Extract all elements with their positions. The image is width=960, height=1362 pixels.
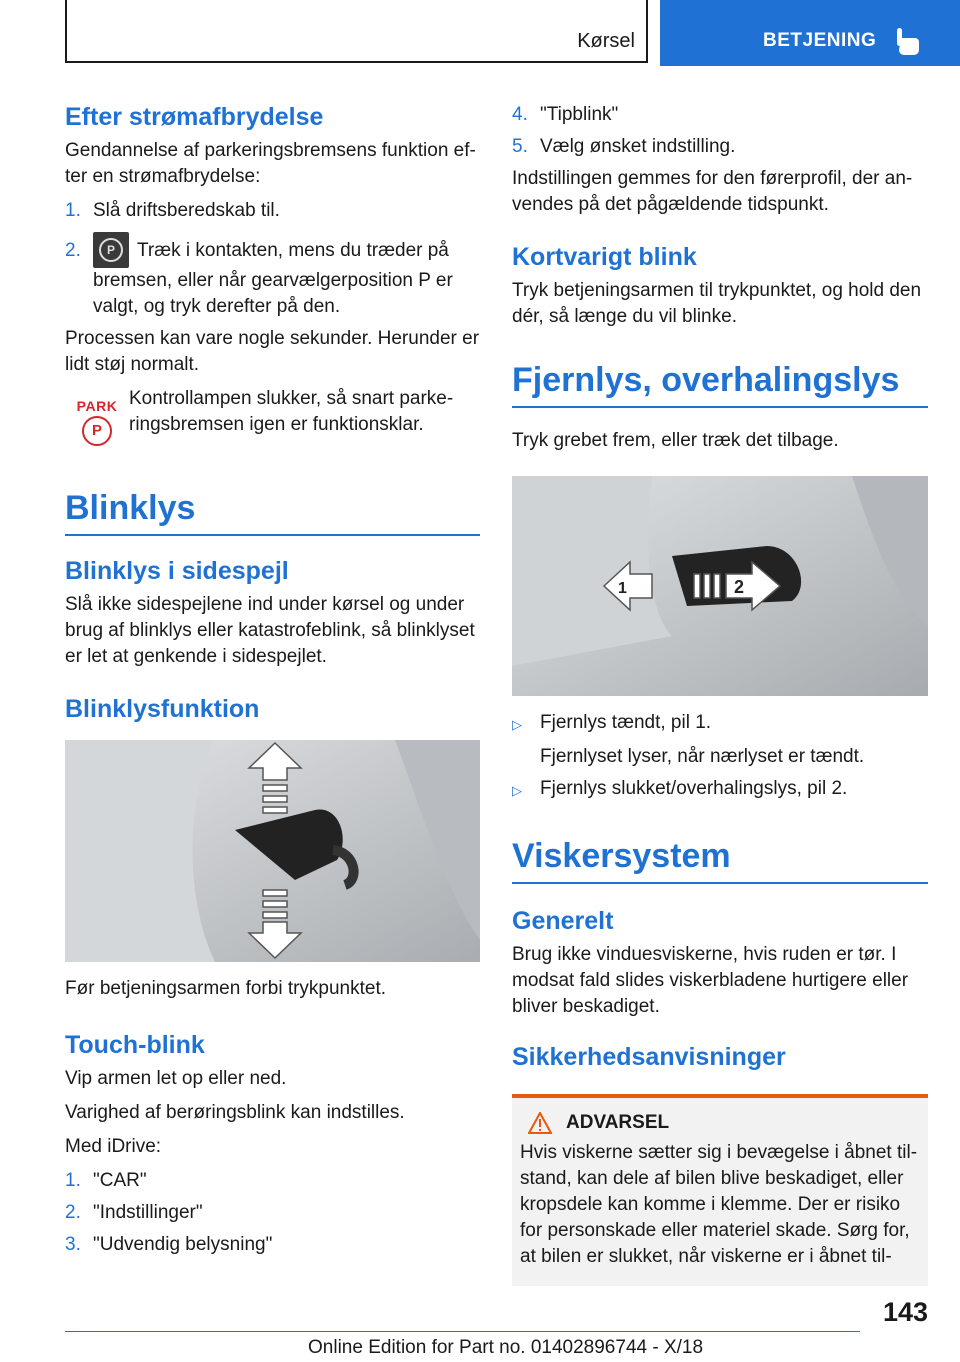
warning-label: ADVARSEL [566, 1112, 670, 1133]
touch-title: Touch-blink [65, 1031, 205, 1059]
step-number: 4. [512, 104, 528, 125]
chapter-title: BETJENING [763, 30, 877, 51]
step-text: Træk i kontakten, mens du træder på bremsen, eller når gearvælgerposition P er valgt, og tryk derefter på den. [93, 240, 453, 317]
item-subtext: Fjernlyset lyser, når nærlyset er tændt. [540, 746, 865, 767]
arrow-1-label: 1 [618, 580, 627, 597]
park-label: PARK [76, 398, 118, 414]
power-note: Processen kan vare nogle sekunder. Herunder er lidt støj normalt. [65, 328, 480, 375]
list-sub-item [512, 744, 928, 770]
page-number: 143 [882, 1297, 928, 1327]
step-number: 1. [65, 1170, 81, 1191]
func-caption: Før betjeningsarmen forbi trykpunktet. [65, 978, 387, 999]
high-text: Tryk grebet frem, eller træk det tilbage. [512, 430, 839, 451]
mirror-title: Blinklys i sidespejl [65, 557, 289, 585]
list-item [512, 776, 928, 804]
stalk-illustration [65, 740, 480, 962]
step-number: 5. [512, 136, 528, 157]
warning-triangle-icon [528, 1112, 552, 1134]
header-frame [65, 0, 648, 63]
list-item [65, 1200, 480, 1226]
edition-text: Online Edition for Part no. 01402896744 - X/18 [308, 1337, 704, 1358]
mirror-text: Slå ikke sidespejlene ind under kørsel og under brug af blinklys eller katastrofeblink, så blinklyset er let at genkende i sidespejlet. [65, 594, 475, 667]
profile-text: Indstillingen gemmes for den førerprofil, der an-vendes på det pågældende tidspunkt. [512, 168, 913, 215]
triangle-bullet-icon: ▷ [512, 783, 522, 798]
step-number: 1. [65, 200, 81, 221]
arrow-2-label: 2 [734, 577, 745, 597]
list-item [512, 710, 928, 738]
triangle-bullet-icon: ▷ [512, 717, 522, 732]
power-title: Efter strømafbrydelse [65, 103, 324, 131]
safety-title: Sikkerhedsanvisninger [512, 1043, 786, 1071]
step-text: Slå driftsberedskab til. [93, 200, 280, 221]
step-text: Vælg ønsket indstilling. [540, 136, 736, 157]
high-beam-stalk-image [512, 476, 928, 696]
general-text: Brug ikke vinduesviskerne, hvis ruden er tør. I modsat fald slides viskerbladene hurtigere eller bliver beskadiget. [512, 944, 909, 1017]
item-text: Fjernlys slukket/overhalingslys, pil 2. [540, 778, 848, 799]
parking-brake-switch-icon: P [93, 232, 129, 268]
park-symbol: P [82, 416, 112, 446]
step-text: "CAR" [93, 1170, 147, 1191]
step-number: 2. [65, 1202, 81, 1223]
left-column [65, 102, 480, 1264]
step-number: 2. [65, 240, 81, 261]
high-beam-illustration [512, 476, 928, 696]
touch-p2: Varighed af berøringsblink kan indstilles. [65, 1102, 405, 1123]
section-title: Kørsel [577, 30, 635, 52]
power-intro: Gendannelse af parkeringsbremsens funktion ef-ter en strømafbrydelse: [65, 140, 476, 187]
step-text: "Indstillinger" [93, 1202, 203, 1223]
wiper-heading: Viskersystem [512, 837, 731, 875]
list-item [65, 198, 480, 224]
func-title: Blinklysfunktion [65, 695, 260, 723]
hand-pointer-icon [895, 26, 921, 56]
touch-p1: Vip armen let op eller ned. [65, 1068, 287, 1089]
list-item [512, 102, 928, 128]
footer-divider [65, 1331, 860, 1332]
step-number: 3. [65, 1234, 81, 1255]
right-column [512, 102, 928, 1286]
touch-p3: Med iDrive: [65, 1136, 162, 1157]
general-title: Generelt [512, 907, 614, 935]
warning-box [512, 1094, 928, 1286]
lamp-text: Kontrollampen slukker, så snart parke-ringsbremsen igen er funktionsklar. [129, 388, 454, 435]
turn-signal-stalk-image [65, 740, 480, 962]
park-lamp-row [65, 386, 480, 446]
park-warning-icon [65, 386, 129, 446]
item-text: Fjernlys tændt, pil 1. [540, 712, 712, 733]
step-text: "Udvendig belysning" [93, 1234, 273, 1255]
list-item [65, 1168, 480, 1194]
short-text: Tryk betjeningsarmen til trykpunktet, og hold den dér, så længe du vil blinke. [512, 280, 922, 327]
high-beam-heading: Fjernlys, overhalingslys [512, 361, 900, 399]
short-title: Kortvarigt blink [512, 243, 697, 271]
warning-text: Hvis viskerne sætter sig i bevægelse i åbnet til-stand, kan dele af bilen blive beskadiget, eller kropsdele kan komme i klemme. Der er risiko for personskade eller materiel skade. Sørg for, at bilen er slukket, når viskerne er i åbnet til- [520, 1142, 918, 1267]
list-item [65, 238, 480, 320]
list-item [512, 134, 928, 160]
list-item [65, 1232, 480, 1258]
step-text: "Tipblink" [540, 104, 619, 125]
blinklys-heading: Blinklys [65, 489, 196, 527]
